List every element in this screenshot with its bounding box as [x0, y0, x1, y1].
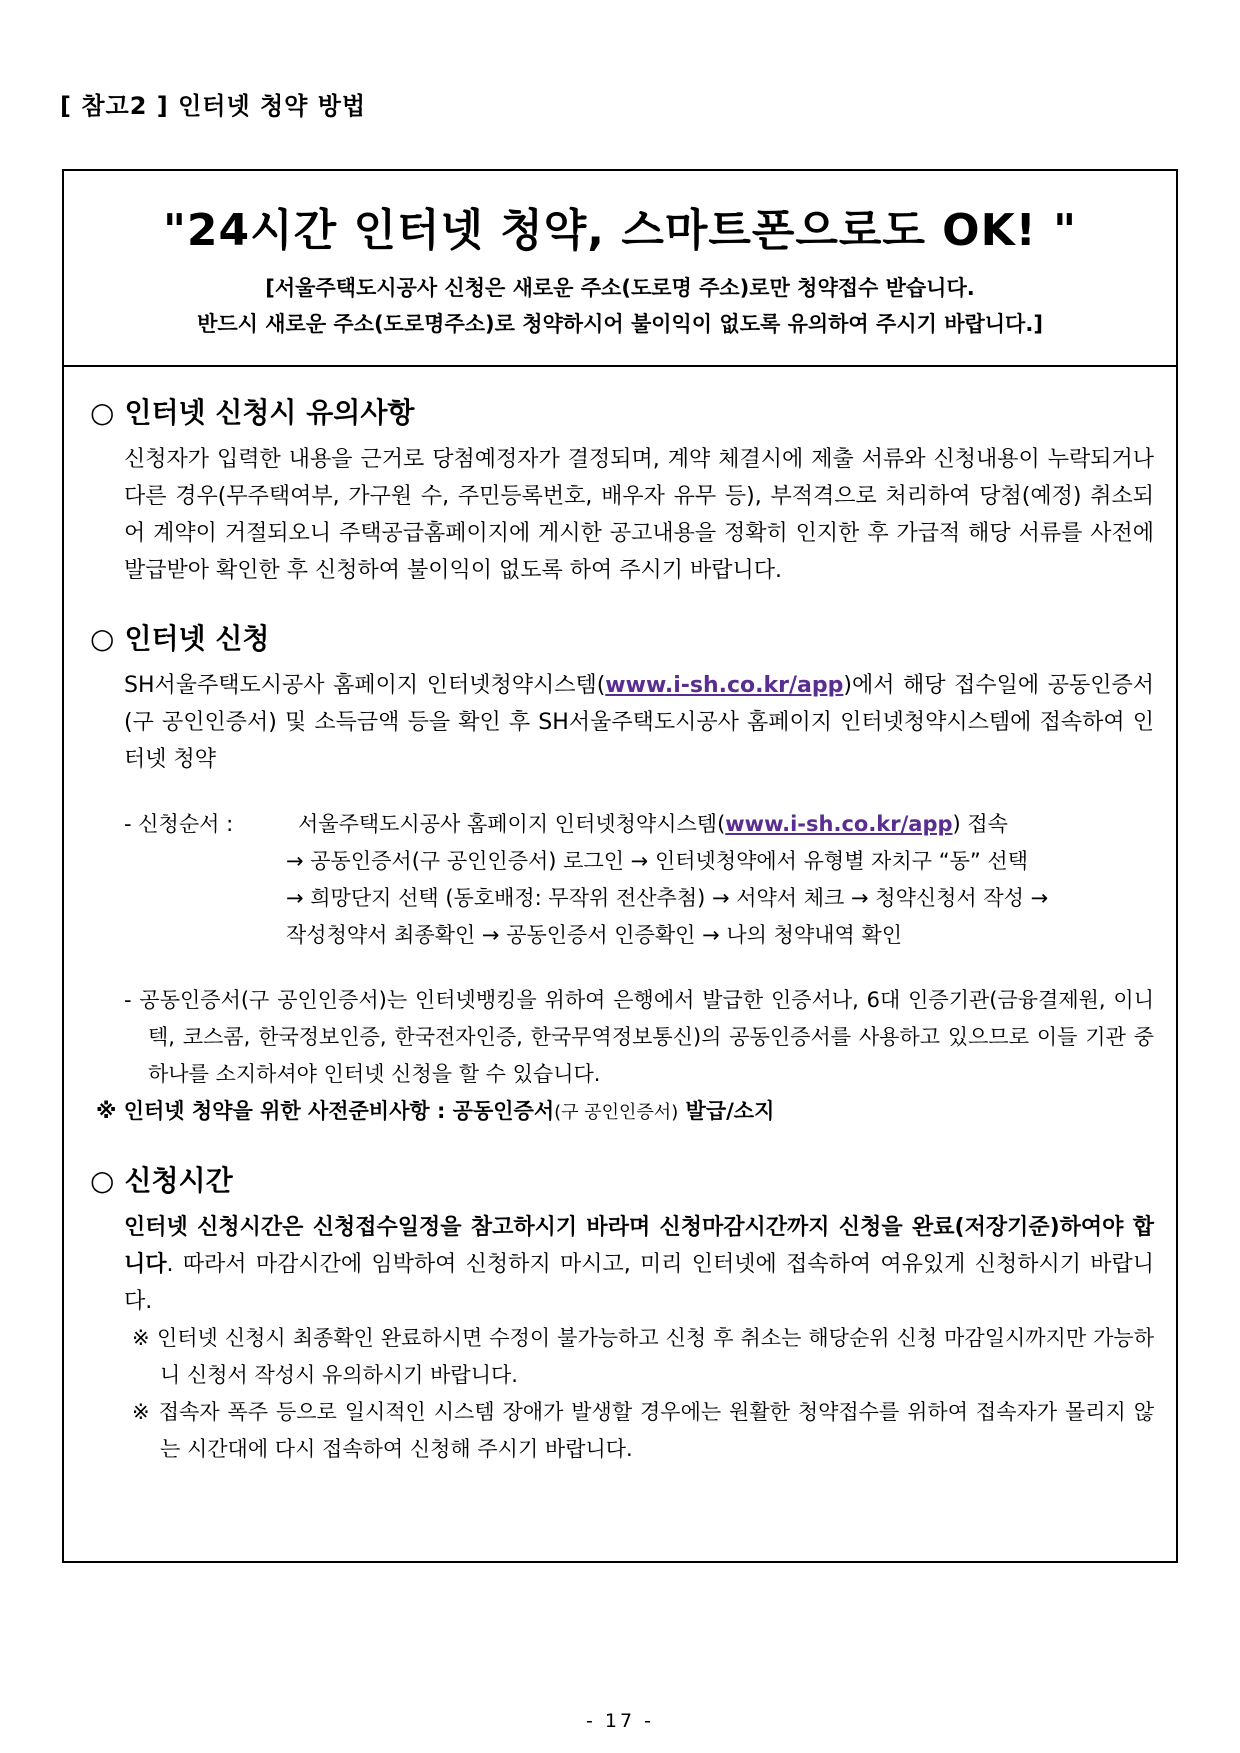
circle-bullet-icon: ○: [90, 396, 115, 429]
prep-note-pre: ※ 인터넷 청약을 위한 사전준비사항 : 공동인증서: [96, 1099, 555, 1123]
banner-subline: [64, 270, 1176, 342]
time-body-bold: 인터넷 신청시간은 신청접수일정을 참고하시기 바라며 신청마감시간까지 신청을 완료(저장기준)하여야 합니다: [124, 1215, 1154, 1277]
apply-url-link[interactable]: www.i-sh.co.kr/app: [605, 673, 844, 698]
banner: [64, 171, 1176, 367]
prep-note: [96, 1093, 1154, 1131]
apply-body-pre: SH서울주택도시공사 홈페이지 인터넷청약시스템(: [124, 673, 606, 698]
box-content: [64, 367, 1176, 1468]
apply-order-steps: [286, 806, 1154, 954]
banner-headline: "24시간 인터넷 청약, 스마트폰으로도 OK! ": [162, 205, 1077, 256]
apply-order-label: - 신청순서 :: [124, 812, 234, 836]
apply-body: [124, 667, 1154, 778]
time-note-1: ※ 인터넷 신청시 최종확인 완료하시면 수정이 불가능하고 신청 후 취소는 해당순위 신청 마감일시까지만 가능하니 신청서 작성시 유의하시기 바랍니다.: [132, 1326, 1154, 1387]
apply-body-post: )에서 해당 접수일에 공동인증서(구 공인인증서) 및 소득금액 등을 확인 후 SH서울주택도시공사 홈페이지 인터넷청약시스템에 접속하여 인터넷 청약: [124, 673, 1154, 772]
section-title-apply-text: 인터넷 신청: [124, 622, 270, 655]
page-number: - 17 -: [586, 1710, 654, 1732]
banner-line-2: 반드시 새로운 주소(도로명주소)로 청약하시어 불이익이 없도록 유의하여 주시기 바랍니다.]: [197, 311, 1043, 336]
circle-bullet-icon: ○: [90, 622, 115, 655]
order-line-1-post: ) 접속: [952, 812, 1008, 836]
banner-line-1: [서울주택도시공사 신청은 새로운 주소(도로명 주소)로만 청약접수 받습니다.: [265, 275, 975, 300]
cert-note: - 공동인증서(구 공인인증서)는 인터넷뱅킹을 위하여 은행에서 발급한 인증서나, 6대 인증기관(금융결제원, 이니텍, 코스콤, 한국정보인증, 한국전자인증, 한국무역정보통신)의 공동인증서를 사용하고 있으므로 이들 기관 중 하나를 소지하셔야 인터넷 신청을 할 수 있습니다.: [124, 988, 1154, 1086]
apply-order-line-1: [298, 806, 1154, 843]
section-title-apply: [90, 619, 1154, 659]
apply-order-line-3: → 희망단지 선택 (동호배정: 무작위 전산추첨) → 서약서 체크 → 청약신청서 작성 →: [286, 886, 1049, 910]
order-line-1-pre: 서울주택도시공사 홈페이지 인터넷청약시스템(: [298, 812, 726, 836]
time-body-rest: . 따라서 마감시간에 임박하여 신청하지 마시고, 미리 인터넷에 접속하여 여유있게 신청하시기 바랍니다.: [124, 1252, 1154, 1314]
page-heading: [ 참고2 ] 인터넷 청약 방법: [60, 92, 367, 120]
apply-order: [124, 806, 1154, 954]
info-box: [62, 169, 1178, 1563]
apply-order-line-2: → 공동인증서(구 공인인증서) 로그인 → 인터넷청약에서 유형별 자치구 “동” 선택: [286, 849, 1028, 873]
prep-note-mid: (구 공인인증서): [554, 1102, 679, 1123]
time-note-2: ※ 접속자 폭주 등으로 일시적인 시스템 장애가 발생할 경우에는 원활한 청약접수를 위하여 접속자가 몰리지 않는 시간대에 다시 접속하여 신청해 주시기 바랍니다.: [132, 1400, 1154, 1461]
prep-note-post: 발급/소지: [678, 1099, 775, 1123]
apply-order-line-4: 작성청약서 최종확인 → 공동인증서 인증확인 → 나의 청약내역 확인: [286, 923, 903, 947]
order-url-link[interactable]: www.i-sh.co.kr/app: [725, 812, 953, 836]
section-title-time-text: 신청시간: [124, 1164, 233, 1197]
time-body: [124, 1209, 1154, 1320]
notice-body: 신청자가 입력한 내용을 근거로 당첨예정자가 결정되며, 계약 체결시에 제출 서류와 신청내용이 누락되거나 다른 경우(무주택여부, 가구원 수, 주민등록번호, 배우자 유무 등), 부적격으로 처리하여 당첨(예정) 취소되어 계약이 거절되오니 주택공급홈페이지에 게시한 공고내용을 정확히 인지한 후 가급적 해당 서류를 사전에 발급받아 확인한 후 신청하여 불이익이 없도록 하여 주시기 바랍니다.: [124, 447, 1154, 583]
section-title-time: [90, 1161, 1154, 1201]
circle-bullet-icon: ○: [90, 1164, 115, 1197]
section-title-notice-text: 인터넷 신청시 유의사항: [124, 396, 415, 429]
section-title-notice: [90, 393, 1154, 433]
